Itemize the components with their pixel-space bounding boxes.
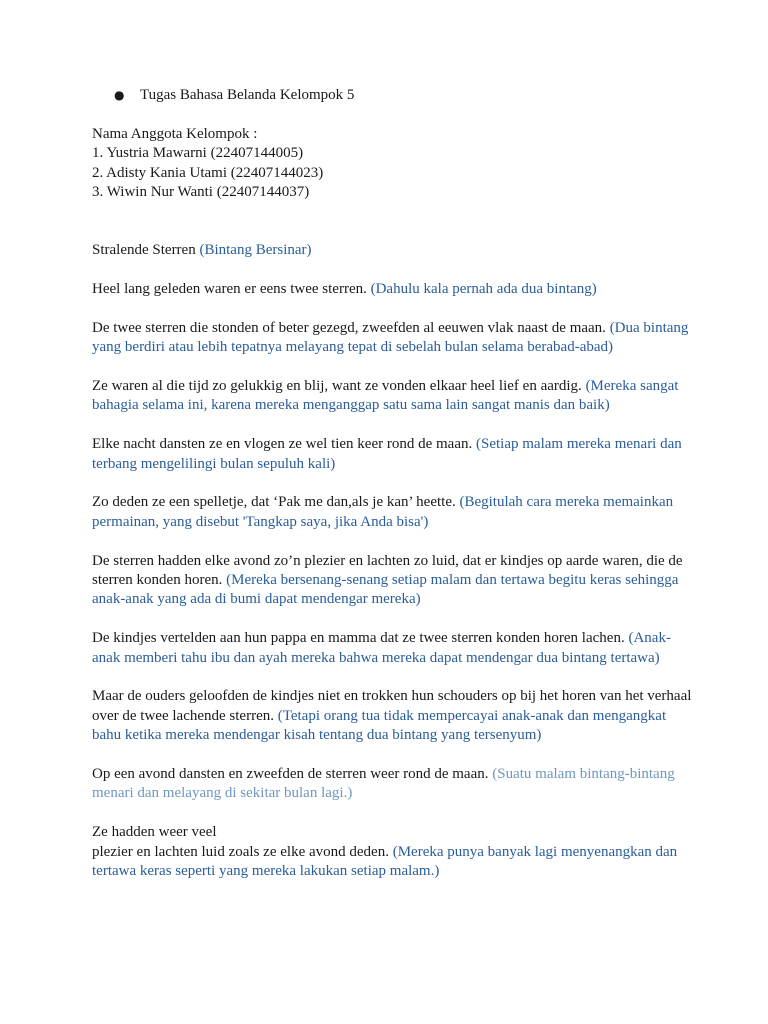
- translation-text: (Setiap malam mereka menari dan terbang mengelilingi bulan sepuluh kali): [92, 436, 682, 472]
- dutch-text: De sterren hadden elke avond zo’n plezier en lachten zo luid, dat er kindjes op aarde waren, die de sterren konden horen.: [92, 552, 683, 589]
- dutch-text: Op een avond dansten en zweefden de sterren weer rond de maan.: [92, 766, 489, 783]
- translation-text: (Dahulu kala pernah ada dua bintang): [370, 281, 597, 298]
- dutch-text: Ze waren al die tijd zo gelukkig en blij, want ze vonden elkaar heel lief en aardig.: [92, 378, 582, 395]
- translation-text: (Suatu malam bintang-bintang menari dan melayang di sekitar bulan lagi.): [92, 766, 675, 802]
- member-item: 2. Adisty Kania Utami (22407144023): [92, 164, 324, 181]
- paragraph: [92, 377, 692, 416]
- paragraph: [92, 629, 692, 668]
- paragraph: [92, 687, 692, 745]
- dutch-text: Maar de ouders geloofden de kindjes niet en trokken hun schouders op bij het horen van het verhaal over de twee lachende sterren.: [92, 688, 692, 724]
- translation-text: (Mereka bersenang-senang setiap malam dan tertawa begitu keras sehingga anak-anak yang ada di bumi dapat mendengar mereka): [92, 572, 679, 608]
- paragraph: [92, 823, 692, 881]
- paragraph: [92, 319, 692, 358]
- translation-text: (Mereka punya banyak lagi menyenangkan dan tertawa keras seperti yang mereka lakukan setiap malam.): [92, 843, 678, 880]
- member-section: [92, 125, 692, 203]
- assignment-title: Tugas Bahasa Belanda Kelompok 5: [140, 87, 355, 103]
- member-label: Nama Anggota Kelompok :: [92, 125, 258, 142]
- dutch-text: De twee sterren die stonden of beter gezegd, zweefden al eeuwen vlak naast de maan.: [92, 319, 606, 336]
- paragraph: [92, 765, 692, 804]
- assignment-heading: [92, 86, 692, 105]
- dutch-text: Elke nacht dansten ze en vlogen ze wel tien keer rond de maan.: [92, 436, 473, 453]
- story-title: [92, 241, 692, 260]
- paragraph: [92, 552, 692, 610]
- translation-text: (Anak-anak memberi tahu ibu dan ayah mereka bahwa mereka dapat mendengar dua bintang tertawa): [92, 630, 671, 666]
- member-item: 3. Wiwin Nur Wanti (22407144037): [92, 184, 310, 201]
- dutch-text: plezier en lachten luid zoals ze elke avond deden.: [92, 843, 389, 860]
- member-item: 1. Yustria Mawarni (22407144005): [92, 145, 304, 162]
- story-title-translation: (Bintang Bersinar): [199, 242, 312, 259]
- dutch-text: Zo deden ze een spelletje, dat ‘Pak me dan,als je kan’ heette.: [92, 494, 456, 511]
- dutch-text: Ze hadden weer veel: [92, 824, 217, 841]
- paragraph: [92, 280, 692, 299]
- translation-text: (Tetapi orang tua tidak mempercayai anak-anak dan mengangkat bahu ketika mereka mendengar kisah tentang dua bintang yang tersenyum): [92, 707, 667, 744]
- translation-text: (Begitulah cara mereka memainkan permainan, yang disebut 'Tangkap saya, jika Anda bisa'): [92, 494, 674, 530]
- document-page: [92, 86, 692, 881]
- paragraph: [92, 435, 692, 474]
- dutch-text: Heel lang geleden waren er eens twee sterren.: [92, 281, 367, 298]
- dutch-text: De kindjes vertelden aan hun pappa en mamma dat ze twee sterren konden horen lachen.: [92, 630, 625, 647]
- paragraph: [92, 493, 692, 532]
- bullet-icon: ●: [114, 88, 125, 102]
- story-title-dutch: Stralende Sterren: [92, 242, 196, 259]
- translation-text: (Dua bintang yang berdiri atau lebih tepatnya melayang tepat di sebelah bulan selama berabad-abad): [92, 319, 689, 356]
- translation-text: (Mereka sangat bahagia selama ini, karena mereka menganggap satu sama lain sangat manis dan baik): [92, 378, 679, 414]
